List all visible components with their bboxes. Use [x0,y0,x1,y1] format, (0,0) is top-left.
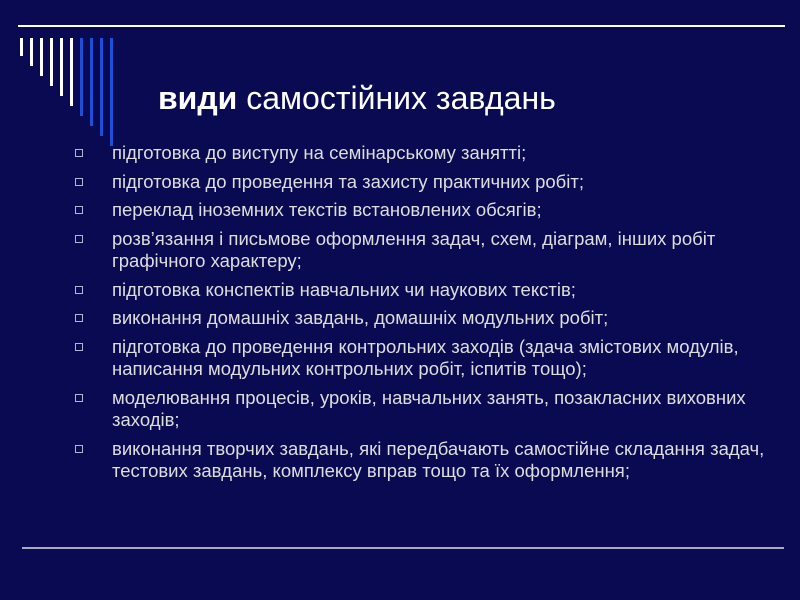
decorative-stripe [90,38,93,126]
list-item-text: переклад іноземних текстів встановлених обсягів; [112,199,542,220]
decorative-stripe [50,38,53,86]
square-bullet-icon [75,445,83,453]
square-bullet-icon [75,235,83,243]
slide-title-rest: самостійних завдань [237,80,556,116]
list-item [72,307,772,330]
list-item-text: виконання творчих завдань, які передбачають самостійне складання задач, тестових завдань, комплексу вправ тощо та їх оформлення; [112,437,765,481]
list-item [72,228,772,273]
decorative-stripe [80,38,83,116]
list-item [72,387,772,432]
top-divider-line [18,25,785,27]
decorative-stripe [20,38,23,56]
list-item [72,199,772,222]
decorative-stripe [40,38,43,76]
decorative-stripe [110,38,113,146]
list-item-text: підготовка конспектів навчальних чи наукових текстів; [112,278,576,300]
decorative-stripe [60,38,63,96]
slide-title-bold: види [158,80,238,116]
square-bullet-icon [75,286,83,294]
square-bullet-icon [75,314,83,322]
square-bullet-icon [75,149,83,157]
task-types-list [72,142,772,489]
list-item [72,279,772,302]
decorative-stripes [20,38,140,158]
bottom-divider-line [22,547,784,549]
list-item [72,438,772,483]
square-bullet-icon [75,178,83,186]
decorative-stripe [30,38,33,66]
decorative-stripe [70,38,73,106]
list-item-text: підготовка до виступу на семінарському занятті; [112,142,527,163]
list-item [72,171,772,194]
list-item-text: підготовка до проведення контрольних заходів (здача змістових модулів, написання модульних контрольних робіт, іспитів тощо); [112,335,739,379]
square-bullet-icon [75,343,83,351]
list-item-text: підготовка до проведення та захисту практичних робіт; [112,170,585,192]
decorative-stripe [100,38,103,136]
square-bullet-icon [75,394,83,402]
list-item-text: розв’язання і письмове оформлення задач, схем, діаграм, інших робіт графічного характеру; [112,227,716,271]
list-item-text: моделювання процесів, уроків, навчальних занять, позакласних виховних заходів; [112,386,746,430]
slide-title [158,74,556,122]
list-item [72,142,772,165]
square-bullet-icon [75,206,83,214]
list-item [72,336,772,381]
list-item-text: виконання домашніх завдань, домашніх модульних робіт; [112,307,609,328]
